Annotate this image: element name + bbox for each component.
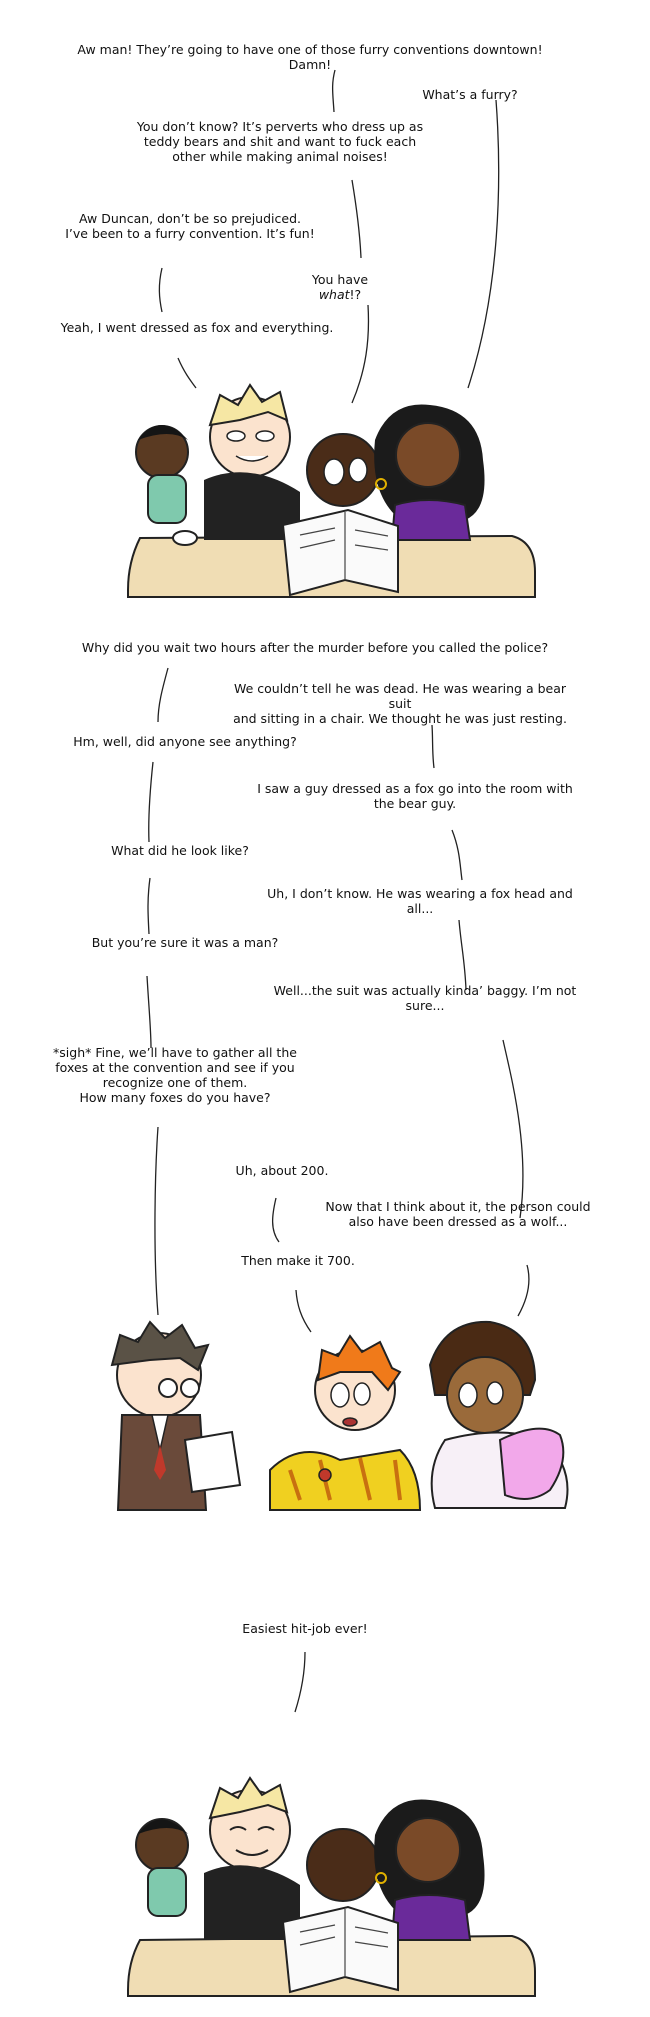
dialogue-anyone-see: Hm, well, did anyone see anything?	[73, 734, 297, 749]
dialogue-whats-a-furry: What’s a furry?	[422, 87, 518, 102]
newspaper	[283, 510, 398, 595]
dialogue-sure-a-man: But you’re sure it was a man?	[91, 935, 279, 950]
scene-panel-3	[128, 1778, 535, 1996]
dialogue-suit-baggy: Well...the suit was actually kinda’ baggy. I’m not sure...	[273, 983, 577, 1013]
bald-man-head-3	[307, 1829, 379, 1901]
dialogue-easiest-hit-job: Easiest hit-job ever!	[242, 1621, 368, 1636]
newspaper-3	[283, 1907, 398, 1992]
dialogue-saw-a-fox: I saw a guy dressed as a fox go into the room with the bear guy.	[257, 781, 573, 811]
speech-tails-panel-3	[295, 1652, 305, 1712]
dialogue-furry-convention: Aw man! They’re going to have one of those furry conventions downtown! Damn!	[77, 42, 543, 72]
woman-head	[396, 423, 460, 487]
dialogue-dressed-as-wolf: Now that I think about it, the person could also have been dressed as a wolf...	[325, 1199, 591, 1229]
notepad	[185, 1432, 240, 1492]
dialogue-bear-suit: We couldn’t tell he was dead. He was wearing a bear suit and sitting in a chair. We thought he was just resting.	[233, 681, 567, 726]
scene-panel-1	[128, 385, 535, 597]
dialogue-dressed-as-fox: Yeah, I went dressed as fox and everything.	[60, 320, 334, 335]
dialogue-what-look-like: What did he look like?	[111, 843, 249, 858]
dialogue-dont-be-prejudiced: Aw Duncan, don’t be so prejudiced. I’ve been to a furry convention. It’s fun!	[65, 211, 315, 241]
dialogue-make-it-700: Then make it 700.	[241, 1253, 355, 1268]
dialogue-gather-foxes: *sigh* Fine, we’ll have to gather all the foxes at the convention and see if you recognize one of them. How many foxes do you have?	[53, 1045, 297, 1105]
scene-panel-2	[112, 1322, 568, 1510]
dialogue-you-have-what: You have what!?	[311, 272, 369, 302]
dialogue-fox-head: Uh, I don’t know. He was wearing a fox head and all...	[267, 886, 573, 916]
dialogue-about-200: Uh, about 200.	[235, 1163, 329, 1178]
dialogue-why-wait: Why did you wait two hours after the murder before you called the police?	[81, 640, 549, 655]
dialogue-furry-definition: You don’t know? It’s perverts who dress up as teddy bears and shit and want to fuck each other while making animal noises!	[136, 119, 424, 164]
woman-head-3	[396, 1818, 460, 1882]
